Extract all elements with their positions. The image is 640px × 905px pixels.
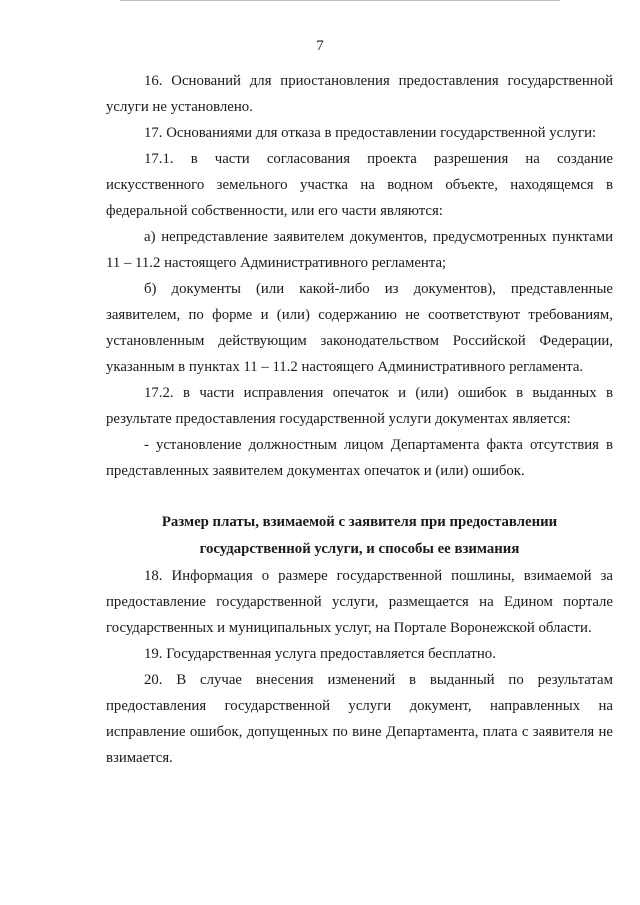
section-heading-line-2: государственной услуги, и способы ее взимания (199, 541, 520, 557)
paragraph-17-2: 17.2. в части исправления опечаток и (или) ошибок в выданных в результате предоставления государственной услуги документах является: (106, 385, 613, 427)
section-heading-line-1: Размер платы, взимаемой с заявителя при предоставлении (161, 514, 558, 530)
paragraph-17-2-item: - установление должностным лицом Департамента факта отсутствия в представленных заявителем документах опечаток и (или) ошибок. (106, 437, 613, 479)
paragraph-17-1: 17.1. в части согласования проекта разрешения на создание искусственного земельного участка на водном объекте, находящемся в федеральной собственности, или его части являются: (106, 151, 613, 219)
paragraph-19: 19. Государственная услуга предоставляется бесплатно. (144, 646, 496, 662)
paragraph-18: 18. Информация о размере государственной пошлины, взимаемой за предоставление государственной услуги, размещается на Едином портале государственных и муниципальных услуг, на Портале Воронежской области. (106, 568, 613, 636)
page-number: 7 (316, 38, 324, 54)
paragraph-17-1-a: а) непредставление заявителем документов, предусмотренных пунктами 11 – 11.2 настоящего Административного регламента; (106, 229, 613, 271)
paragraph-17: 17. Основаниями для отказа в предоставлении государственной услуги: (144, 125, 597, 141)
paragraph-20: 20. В случае внесения изменений в выданный по результатам предоставления государственной услуги документ, направленных на исправление ошибок, допущенных по вине Департамента, плата с заявителя не взимается. (106, 672, 613, 766)
paragraph-17-1-b: б) документы (или какой-либо из документов), представленные заявителем, по форме и (или) содержанию не соответствуют требованиям, установленным действующим законодательством Российской Федерации, указанным в пунктах 11 – 11.2 настоящего Административного регламента. (106, 281, 613, 375)
section-spacer (106, 484, 613, 509)
scan-edge-line (120, 0, 560, 1)
document-body (106, 68, 613, 771)
paragraph-16: 16. Оснований для приостановления предоставления государственной услуги не установлено. (106, 73, 613, 115)
